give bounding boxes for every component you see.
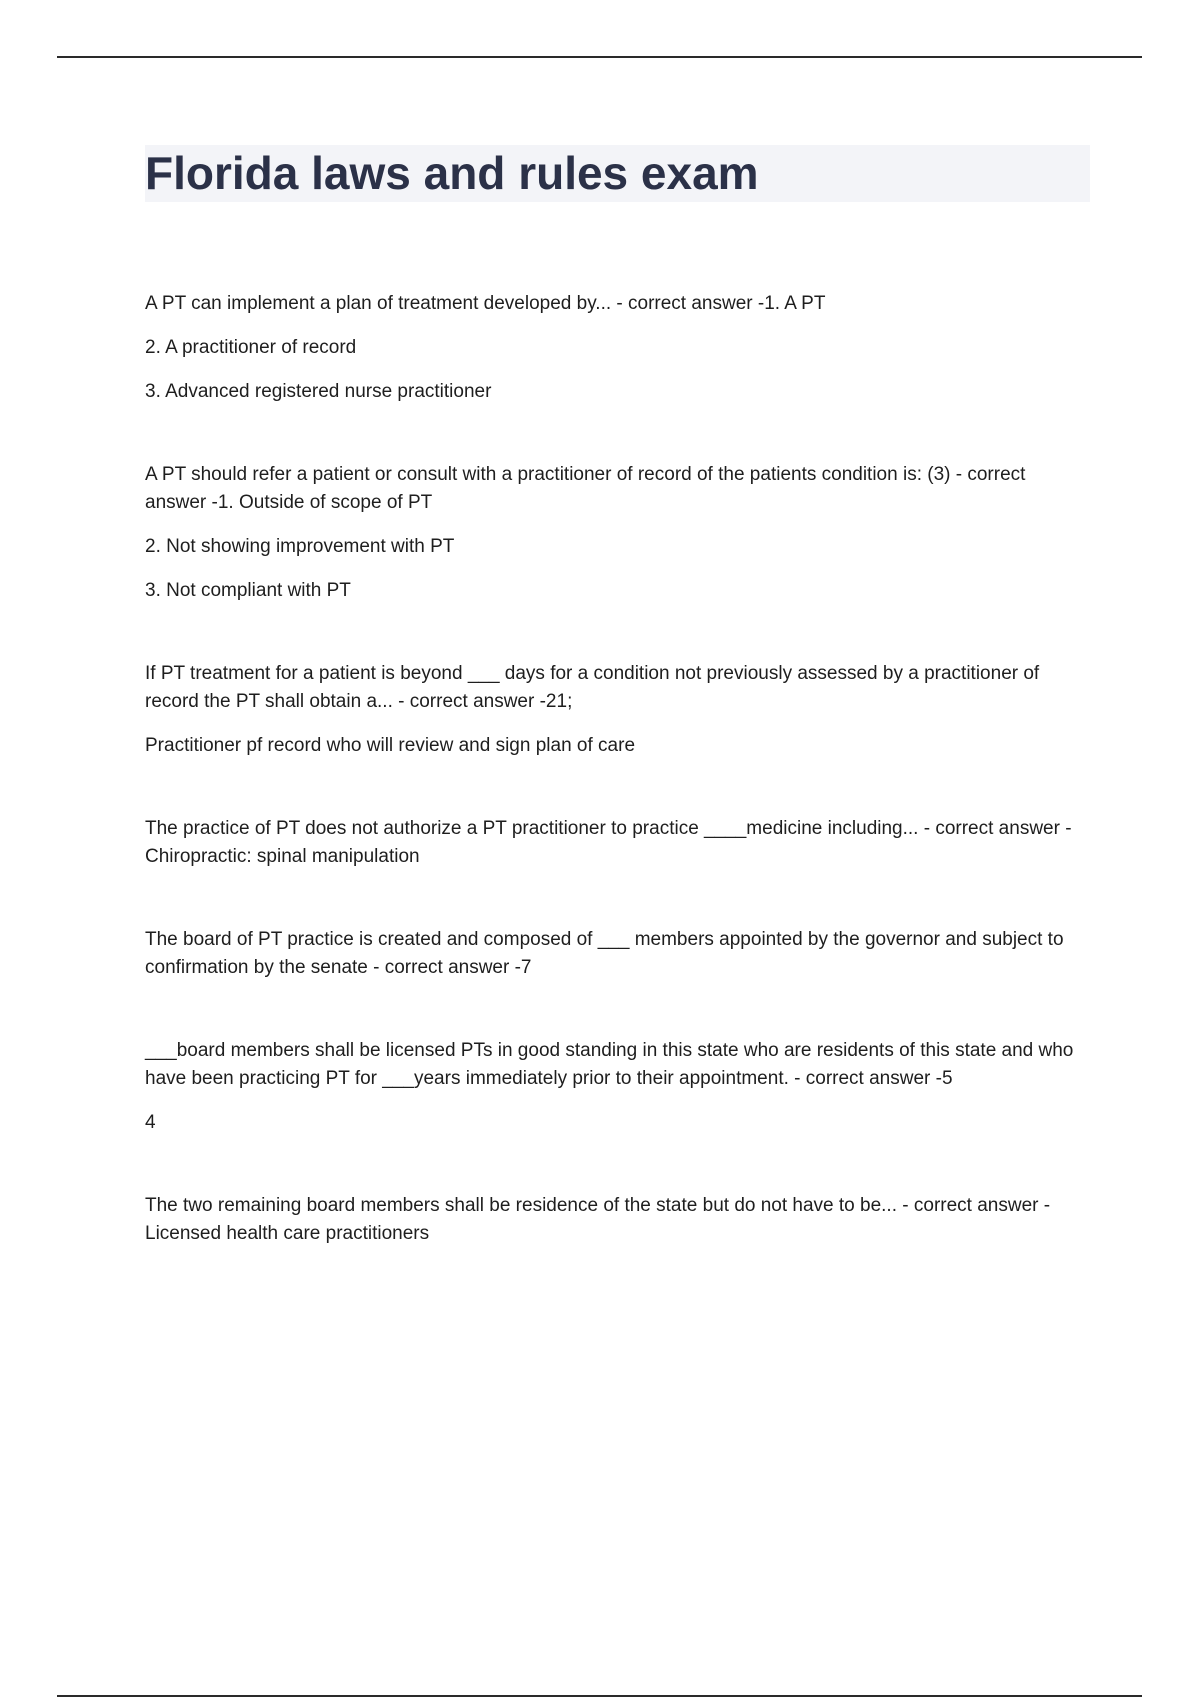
answer-paragraph: 2. Not showing improvement with PT <box>145 536 455 557</box>
qa-item <box>145 290 1080 406</box>
top-rule <box>57 56 1142 58</box>
answer-paragraph: 3. Not compliant with PT <box>145 580 351 601</box>
answer-paragraph: 3. Advanced registered nurse practitioner <box>145 381 492 402</box>
question-paragraph: If PT treatment for a patient is beyond ___ days for a condition not previously assessed by a practitioner of record the PT shall obtain a... - correct answer -21; <box>145 663 1040 712</box>
bottom-rule <box>57 1695 1142 1697</box>
document-title: Florida laws and rules exam <box>145 147 759 199</box>
qa-item <box>145 926 1080 982</box>
question-paragraph: The two remaining board members shall be residence of the state but do not have to be... - correct answer -Licensed health care practitioners <box>145 1195 1051 1244</box>
question-paragraph: A PT can implement a plan of treatment developed by... - correct answer -1. A PT <box>145 293 826 314</box>
qa-item <box>145 660 1080 760</box>
answer-paragraph: 4 <box>145 1112 156 1133</box>
qa-item <box>145 815 1080 871</box>
qa-item <box>145 461 1080 605</box>
answer-paragraph: Practitioner pf record who will review and sign plan of care <box>145 735 636 756</box>
qa-item <box>145 1192 1080 1248</box>
document-body <box>145 290 1080 1248</box>
qa-item <box>145 1037 1080 1137</box>
answer-paragraph: 2. A practitioner of record <box>145 337 357 358</box>
question-paragraph: The board of PT practice is created and composed of ___ members appointed by the governor and subject to confirmation by the senate - correct answer -7 <box>145 929 1064 978</box>
question-paragraph: The practice of PT does not authorize a PT practitioner to practice ____medicine including... - correct answer -Chiropractic: spinal manipulation <box>145 818 1072 867</box>
question-paragraph: ___board members shall be licensed PTs in good standing in this state who are residents of this state and who have been practicing PT for ___years immediately prior to their appointment. - correct answer -5 <box>145 1040 1074 1089</box>
question-paragraph: A PT should refer a patient or consult with a practitioner of record of the patients condition is: (3) - correct answer -1. Outside of scope of PT <box>145 464 1026 513</box>
